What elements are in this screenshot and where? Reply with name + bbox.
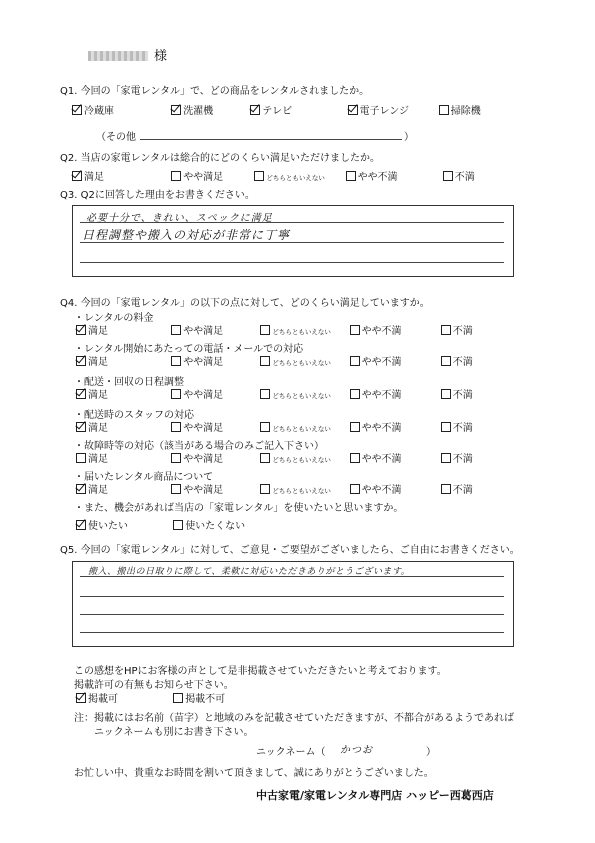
hp-permission-text2: 掲載許可の有無もお知らせ下さい。 [74,680,234,691]
q2-scale [72,168,475,183]
q4-item-schedule: ・配送・回収の日程調整 [74,377,184,388]
q2-option-somewhat-dissatisfied[interactable]: やや不満 [346,168,440,183]
thanks-message: お忙しい中、貴重なお時間を割いて頂きまして、誠にありがとうございました。 [74,768,434,779]
q1-other-label: （その他 [96,132,136,143]
q1-options [72,102,481,117]
not-permit-option[interactable]: 掲載不可 [173,690,225,705]
q2-option-satisfied[interactable]: 満足 [72,168,168,183]
q4-item-staff: ・配送時のスタッフの対応 [74,410,194,421]
nickname-value[interactable]: かつお [340,745,373,756]
q2-option-somewhat-satisfied[interactable]: やや満足 [171,168,251,183]
q3-answer-line1: 必要十分で、きれい、スペックに満足 [86,213,273,224]
q1-option-washer[interactable]: 洗濯機 [171,102,247,117]
q1-other-field[interactable] [140,139,402,140]
want-to-use-option[interactable]: 使いたい [76,517,170,532]
customer-name: 様 [88,45,167,64]
q4-scale-staff: 満足 やや満足 どちらともいえない やや不満 不満 [76,419,473,434]
q3-answer-line2: 日程調整や搬入の対応が非常に丁寧 [82,228,291,242]
q4-again-question: ・また、機会があれば当店の「家電レンタル」を使いたいと思いますか。 [74,503,404,514]
hp-permission-options [76,690,225,705]
q4-scale-contact: 満足 やや満足 どちらともいえない やや不満 不満 [76,353,473,368]
q4-item-contact: ・レンタル開始にあたっての電話・メールでの対応 [74,344,304,355]
q4-item-fee: ・レンタルの料金 [74,313,154,324]
q4-again-options [76,517,245,532]
q3-question: Q3. Q2に回答した理由をお書きください。 [60,190,255,201]
q1-question: Q1. 今回の「家電レンタル」で、どの商品をレンタルされましたか。 [60,86,370,97]
q2-option-neutral[interactable]: どちらともいえない [254,171,342,183]
hp-permission-text1: この感想をHPにお客様の声として是非掲載させていただきたいと考えております。 [74,666,447,677]
q5-answer-line1: 搬入、搬出の日取りに際して、柔軟に対応いただきありがとうございます。 [88,567,411,577]
q4-scale-product: 満足 やや満足 どちらともいえない やや不満 不満 [76,481,473,496]
nickname-label: ニックネーム（ [256,747,326,758]
q4-scale-schedule: 満足 やや満足 どちらともいえない やや不満 不満 [76,386,473,401]
q5-question: Q5. 今回の「家電レンタル」に対して、ご意見・ご要望がございましたら、ご自由にお書きください。 [60,545,520,556]
q2-question: Q2. 当店の家電レンタルは総合的にどのくらい満足いただけましたか。 [60,153,380,164]
q2-option-dissatisfied[interactable]: 不満 [443,168,475,183]
not-want-option[interactable]: 使いたくない [173,517,245,532]
q4-scale-repair: 満足 やや満足 どちらともいえない やや不満 不満 [76,450,473,465]
q4-scale-fee: 満足 やや満足 どちらともいえない やや不満 不満 [76,322,473,337]
q4-question: Q4. 今回の「家電レンタル」の以下の点に対して、どのくらい満足していますか。 [60,298,430,309]
note-line2: ニックネームも別にお書き下さい。 [94,727,254,738]
permit-option[interactable]: 掲載可 [76,690,170,705]
note-line1: 注：掲載にはお名前（苗字）と地域のみを記載させていただきますが、不都合があるようであれば [74,713,514,724]
q1-option-vacuum[interactable]: 掃除機 [439,102,481,117]
q4-item-repair: ・故障時等の対応（該当がある場合のみご記入下さい） [74,441,324,452]
q1-option-microwave[interactable]: 電子レンジ [348,102,436,117]
store-name: 中古家電/家電レンタル専門店 ハッピー西葛西店 [256,789,494,802]
q4-item-product: ・届いたレンタル商品について [74,472,214,483]
q1-option-fridge[interactable]: 冷蔵庫 [72,102,168,117]
redacted-name [88,51,148,61]
q1-option-tv[interactable]: テレビ [250,102,344,117]
